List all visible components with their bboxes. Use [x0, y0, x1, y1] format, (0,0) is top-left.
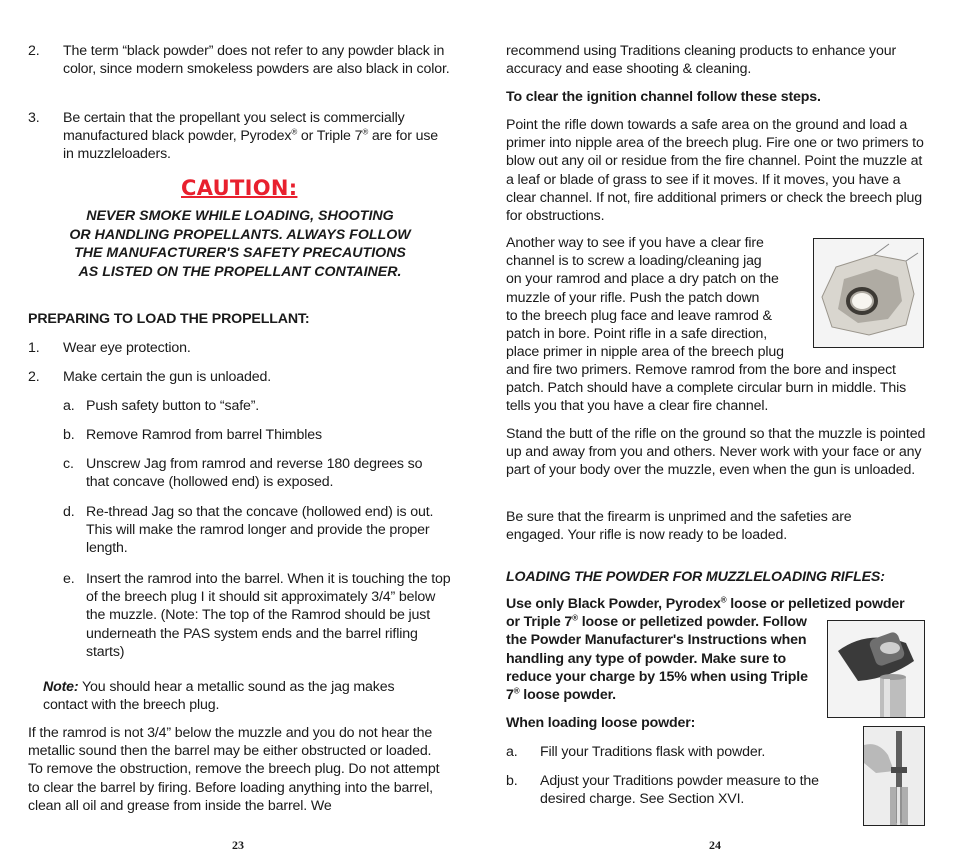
paragraph: If the ramrod is not 3/4” below the muzzle and you do not hear the metallic sound then the barrel may be either obstructed or loaded. To remove the obstruction, remove the breech plug. Do not attempt to clear the barrel by firing. Before loading anything into the barrel, clean all oil and grease from inside the barrel. We	[28, 725, 440, 814]
text-line: patch in bore. Point rifle in a safe direction,	[506, 326, 768, 343]
substep-text: Re-thread Jag so that the concave (hollowed end) is out. This will make the ramrod longer and provide the proper length.	[86, 504, 434, 557]
subheading: When loading loose powder:	[506, 715, 696, 731]
substep-text: Unscrew Jag from ramrod and reverse 180 degrees so that concave (hollowed end) is exposed.	[86, 456, 423, 491]
note-text: You should hear a metallic sound as the jag makes contact with the breech plug.	[43, 679, 395, 714]
text-line: on your ramrod and place a dry patch on the	[506, 271, 779, 288]
text-line: place primer in nipple area of the breech plug	[506, 344, 784, 361]
caution-line: OR HANDLING PROPELLANTS. ALWAYS FOLLOW	[69, 226, 411, 243]
section-heading: PREPARING TO LOAD THE PROPELLANT:	[28, 311, 310, 327]
item-number: 2.	[28, 43, 40, 59]
step-number: 2.	[28, 369, 40, 385]
substep-letter: c.	[63, 456, 74, 472]
text-line: handling any type of powder. Make sure to	[506, 650, 787, 667]
paragraph: and fire two primers. Remove ramrod from the bore and inspect patch. Patch should have a complete circular burn in middle. This tells you that you have a clear fire channel.	[506, 362, 907, 415]
substep-letter: e.	[63, 571, 75, 587]
burned-patch-image	[813, 238, 924, 348]
paragraph: Point the rifle down towards a safe area on the ground and load a primer into nipple area of the breech plug. Fire one or two primers to blow out any oil or residue from the fire channel. Point the muzzle at a leaf or blade of grass to see if it moves. If it moves, you have a clear channel. If not, fire additional primers or check the breech plug for obstructions.	[506, 117, 924, 225]
subheading: To clear the ignition channel follow these steps.	[506, 89, 821, 105]
step-number: 1.	[28, 340, 40, 356]
text-line: Use only Black Powder, Pyrodex® loose or pelletized powder	[506, 595, 905, 612]
text-line: to the breech plug face and leave ramrod &	[506, 307, 772, 324]
note-label: Note:	[43, 679, 79, 695]
text-line: reduce your charge by 15% when using Triple	[506, 668, 808, 685]
powder-measure-image	[863, 726, 925, 826]
caution-line: THE MANUFACTURER'S SAFETY PRECAUTIONS	[74, 245, 406, 262]
step-text: Wear eye protection.	[63, 340, 191, 356]
item-text: Be certain that the propellant you select is commercially manufactured black powder, Pyrodex® or Triple 7® are for use in muzzleloaders.	[63, 110, 439, 163]
text-line: the Powder Manufacturer's Instructions when	[506, 632, 807, 649]
step-text: Adjust your Traditions powder measure to the desired charge. See Section XVI.	[540, 773, 819, 808]
text-line: Another way to see if you have a clear fire	[506, 235, 764, 251]
text-line: or Triple 7® loose or pelletized powder. Follow	[506, 613, 807, 631]
substep-text: Push safety button to “safe”.	[86, 398, 260, 414]
step-text: Make certain the gun is unloaded.	[63, 369, 272, 385]
substep-letter: d.	[63, 504, 75, 520]
paragraph: recommend using Traditions cleaning products to enhance your accuracy and ease shooting & cleaning.	[506, 43, 897, 78]
text-line: 7® loose powder.	[506, 686, 616, 704]
section-heading: LOADING THE POWDER FOR MUZZLELOADING RIFLES:	[506, 569, 885, 585]
substep-text: Insert the ramrod into the barrel. When it is touching the top of the breech plug I it should sit approximately 3/4” below the muzzle. (Note: The top of the Ramrod should be just underneath the PAS system ends and the barrel rifling starts)	[86, 571, 451, 660]
item-text: The term “black powder” does not refer to any powder black in color, since modern smokeless powders are also black in color.	[63, 43, 450, 78]
text-line: muzzle of your rifle. Push the patch down	[506, 289, 760, 306]
right-page	[477, 0, 954, 868]
paragraph: Stand the butt of the rifle on the ground so that the muzzle is pointed up and away from you and others. Never work with your face or any part of your body over the muzzle, even when the gun is unloaded.	[506, 426, 926, 479]
step-letter: a.	[506, 744, 518, 760]
text-line: channel is to screw a loading/cleaning jag	[506, 253, 762, 270]
powder-pour-image	[827, 620, 925, 718]
caution-line: NEVER SMOKE WHILE LOADING, SHOOTING	[86, 208, 394, 224]
page-number: 24	[709, 838, 721, 852]
caution-text	[40, 207, 440, 281]
step-text: Fill your Traditions flask with powder.	[540, 744, 766, 760]
substep-letter: b.	[63, 427, 75, 443]
substep-text: Remove Ramrod from barrel Thimbles	[86, 427, 322, 443]
paragraph-wrap	[506, 234, 806, 361]
page-number: 23	[232, 838, 244, 852]
caution-heading: CAUTION:	[181, 176, 298, 200]
note	[43, 678, 423, 714]
substep-letter: a.	[63, 398, 75, 414]
item-number: 3.	[28, 110, 40, 126]
step-letter: b.	[506, 773, 518, 789]
caution-line: AS LISTED ON THE PROPELLANT CONTAINER.	[78, 263, 402, 280]
paragraph: Be sure that the firearm is unprimed and the safeties are engaged. Your rifle is now ready to be loaded.	[506, 509, 852, 544]
